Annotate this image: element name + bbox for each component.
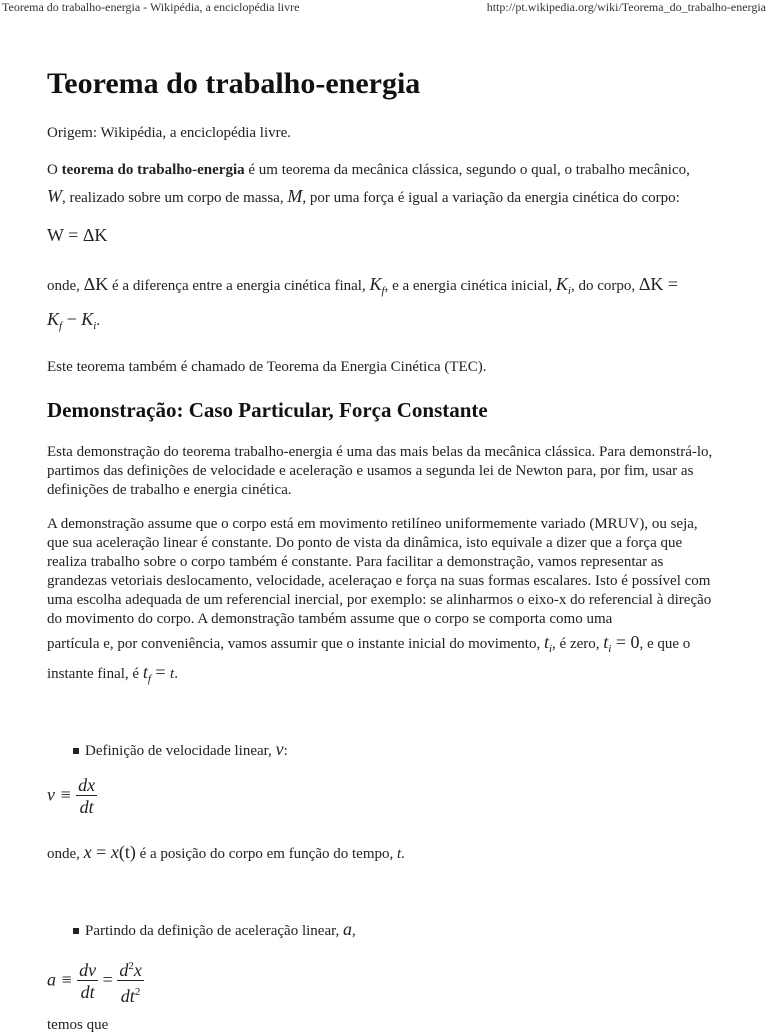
article-title: Teorema do trabalho-energia — [47, 67, 421, 100]
bold-term: teorema do trabalho-energia — [61, 162, 245, 178]
list-item-acceleration: Partindo da definição de aceleração linear, a, — [73, 920, 356, 941]
page-title-header: Teorema do trabalho-energia - Wikipédia, a enciclopédia livre — [2, 0, 300, 14]
intro-paragraph: O teorema do trabalho-energia é um teorema da mecânica clássica, segundo o qual, o trabalho mecânico, W, realizado sobre um corpo de massa, M, por uma força é igual a variação da energia cinética do corpo: — [47, 162, 690, 206]
equation-work-energy: W = ΔK — [47, 225, 108, 245]
cut-off-text: temos que — [47, 1017, 109, 1033]
equation-acceleration: a ≡ $\frac{dv}{dt}$ = $\frac{d^2x}{dt^2}$ — [47, 956, 144, 1007]
paragraph-2-line-8: instante final, é $t_f = t$. — [47, 662, 178, 685]
position-paragraph: onde, x = x(t) é a posição do corpo em função do tempo, t. — [47, 842, 405, 862]
where-paragraph: onde, ΔK é a diferença entre a energia cinética final, $K_f$, e a energia cinética inicial, $K_i$, do corpo, ΔK = $K_f - K_i$. — [47, 274, 679, 332]
section-heading: Demonstração: Caso Particular, Força Constante — [47, 398, 488, 422]
equation-velocity: v ≡ $\frac{dx}{dt}$ — [47, 775, 96, 817]
tec-paragraph: Este teorema também é chamado de Teorema da Energia Cinética (TEC). — [47, 359, 487, 375]
page-url-header: http://pt.wikipedia.org/wiki/Teorema_do_trabalho-energia — [486, 0, 766, 14]
demonstration-paragraph-2: A demonstração assume que o corpo está em movimento retilíneo uniformemente variado (MRUV), ou seja, que sua aceleração linear é constante. Do ponto de vista da dinâmica, isto equivale a dizer que a força que realiza trabalho sobre o corpo também é constante. Para facilitar a demonstração, vamos representar as grandezas vetoriais deslocamento, velocidade, aceleraçao e força na suas formas escalares. Isto é possível com uma escolha adequada de um referencial inercial, por exemplo: se alinharmos o eixo-x do referencial à direção do movimento do corpo. A demonstração também assume que o corpo se comporta como uma — [47, 516, 712, 627]
browser-print-header — [0, 0, 768, 14]
list-item-velocity: Definição de velocidade linear, v: — [73, 740, 288, 761]
paragraph-2-line-7: partícula e, por conveniência, vamos assumir que o instante inicial do movimento, $t_i$, é zero, $t_i = 0$, e que o — [47, 632, 691, 655]
bullet-icon — [73, 928, 79, 934]
demonstration-paragraph-1: Esta demonstração do teorema trabalho-energia é uma das mais belas da mecânica clássica. Para demonstrá-lo, partimos das definições de velocidade e aceleração e usamos a segunda lei de Newton para, por fim, usar as definições de trabalho e energia cinética. — [47, 444, 713, 498]
origin-note: Origem: Wikipédia, a enciclopédia livre. — [47, 125, 292, 141]
bullet-icon — [73, 748, 79, 754]
